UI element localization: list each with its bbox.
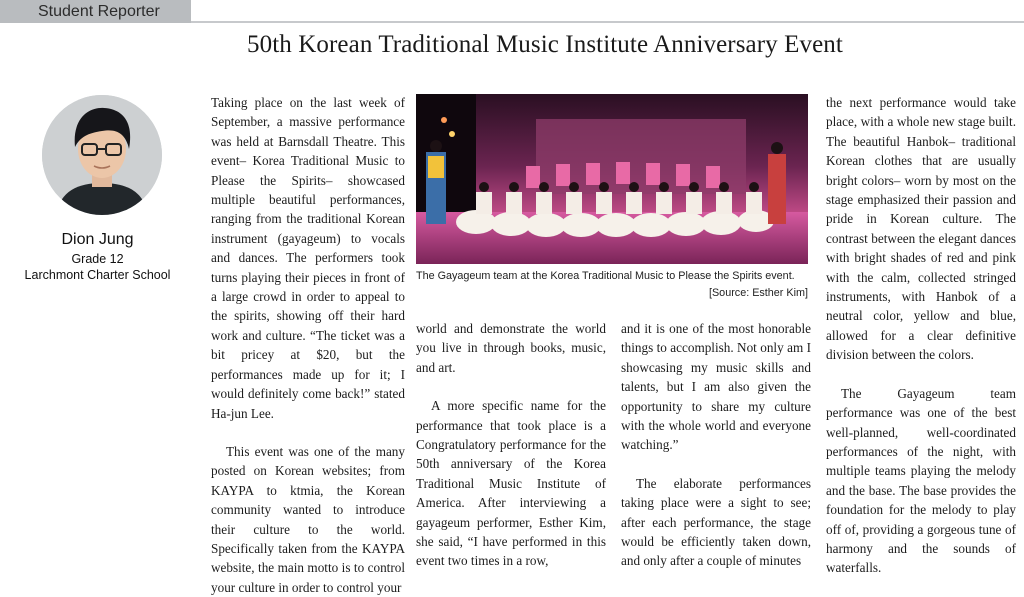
author-name: Dion Jung	[61, 231, 134, 248]
photo-caption	[416, 268, 808, 302]
header-rule	[191, 21, 1024, 23]
paragraph: The elaborate performances taking place were a sight to see; after each performance, the stage would be efficiently taken down, and only after a couple of minutes	[621, 475, 811, 569]
article-column-1	[211, 93, 405, 597]
paragraph: This event was one of the many posted on Korean websites; from KAYPA to ktmia, the Korean community wanted to introduce their culture to the world. Specifically taken from the KAYPA website, the main motto is to control your culture in order to control your	[211, 443, 405, 595]
author-grade: Grade 12	[71, 252, 124, 266]
article-column-3	[621, 319, 811, 571]
paragraph: The Gayageum team performance was one of the best well-planned, well-coordinated performances of the night, with multiple teams playing the melody and the base. The base provides the foundation for the melody to play off of, providing a gorgeous tune of harmony and the sounds of waterfalls.	[826, 385, 1016, 576]
author-avatar	[42, 95, 162, 215]
article-headline: 50th Korean Traditional Music Institute Anniversary Event	[247, 31, 843, 58]
paragraph: A more specific name for the performance that took place is a Congratulatory performance for the 50th anniversary of the Korea Traditional Music Institute of America. After interviewing a gayageum performer, Esther Kim, she said, “I have performed in this event two times in a row,	[416, 398, 606, 569]
paragraph: and it is one of the most honorable things to accomplish. Not only am I showcasing my music skills and talents, but I am also given the opportunity to share my culture with the whole world and everyone watching.”	[621, 321, 811, 453]
author-portrait-illustration	[42, 95, 162, 215]
section-label: Student Reporter	[0, 0, 191, 23]
paragraph: world and demonstrate the world you live in through books, music, and art.	[416, 321, 606, 375]
paragraph: the next performance would take place, with a whole new stage built. The beautiful Hanbok– traditional Korean clothes that are usually bright colors– worn by most on the stage emphasized their passion and pride in Korean culture. The contrast between the elegant dances with bright shades of red and pink with the calm, collected stringed instruments, with Hanbok of a neutral color, yellow and blue, allowed for a clear definitive division between the colors.	[826, 95, 1016, 363]
caption-text: The Gayageum team at the Korea Traditional Music to Please the Spirits event.	[416, 270, 795, 282]
caption-source: [Source: Esther Kim]	[708, 287, 808, 299]
author-school: Larchmont Charter School	[24, 268, 171, 282]
author-byline	[0, 229, 195, 283]
article-column-2	[416, 319, 606, 571]
paragraph: Taking place on the last week of September, a massive performance was held at Barnsdall Theatre. This event– Korea Traditional Music to Please the Spirits– showcased multiple beautiful performances, ranging from the traditional Korean instrument (gayageum) to vocals and dances. The performers took turns playing their pieces in front of a large crowd in order to appeal to the spirits, showing off their hard work and culture. “The ticket was a bit pricey at $20, but the performances made up for it; I would definitely come back!” stated Ha-jun Lee.	[211, 95, 405, 421]
stage-photo-illustration	[416, 94, 808, 264]
article-column-4	[826, 93, 1016, 578]
event-photo	[416, 94, 808, 264]
